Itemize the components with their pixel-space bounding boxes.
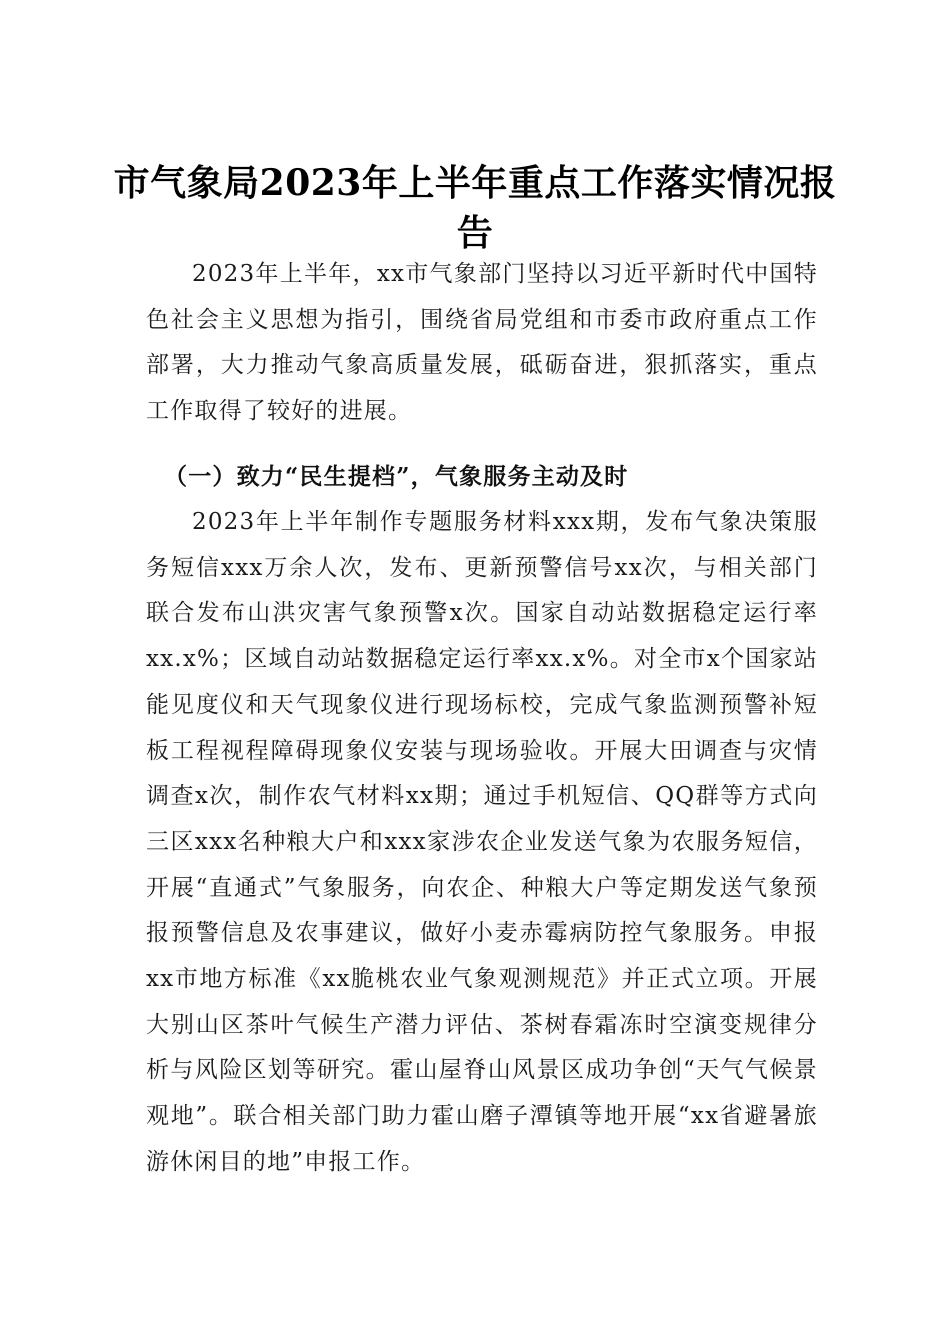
section-body-block: [146, 500, 818, 1186]
intro-paragraph-block: [146, 252, 818, 435]
section-body-paragraph: 2023年上半年制作专题服务材料xxx期，发布气象决策服务短信xxx万余人次，发布、更新预警信号xx次，与相关部门联合发布山洪灾害气象预警x次。国家自动站数据稳定运行率xx.x%；区域自动站数据稳定运行率xx.x%。对全市x个国家站能见度仪和天气现象仪进行现场标校，完成气象监测预警补短板工程视程障碍现象仪安装与现场验收。开展大田调查与灾情调查x次，制作农气材料xx期；通过手机短信、QQ群等方式向三区xxx名种粮大户和xxx家涉农企业发送气象为农服务短信，开展“直通式”气象服务，向农企、种粮大户等定期发送气象预报预警信息及农事建议，做好小麦赤霉病防控气象服务。申报xx市地方标准《xx脆桃农业气象观测规范》并正式立项。开展大别山区茶叶气候生产潜力评估、茶树春霜冻时空演变规律分析与风险区划等研究。霍山屋脊山风景区成功争创“天气气候景观地”。联合相关部门助力霍山磨子潭镇等地开展“xx省避暑旅游休闲目的地”申报工作。: [146, 509, 818, 1175]
document-title: 市气象局2023年上半年重点工作落实情况报告: [113, 162, 837, 255]
section-heading-block: [146, 454, 818, 500]
intro-paragraph: 2023年上半年，xx市气象部门坚持以习近平新时代中国特色社会主义思想为指引，围绕省局党组和市委市政府重点工作部署，大力推动气象高质量发展，砥砺奋进，狠抓落实，重点工作取得了较好的进展。: [146, 261, 818, 425]
section-heading-1: （一）致力“民生提档”，气象服务主动及时: [164, 463, 629, 490]
